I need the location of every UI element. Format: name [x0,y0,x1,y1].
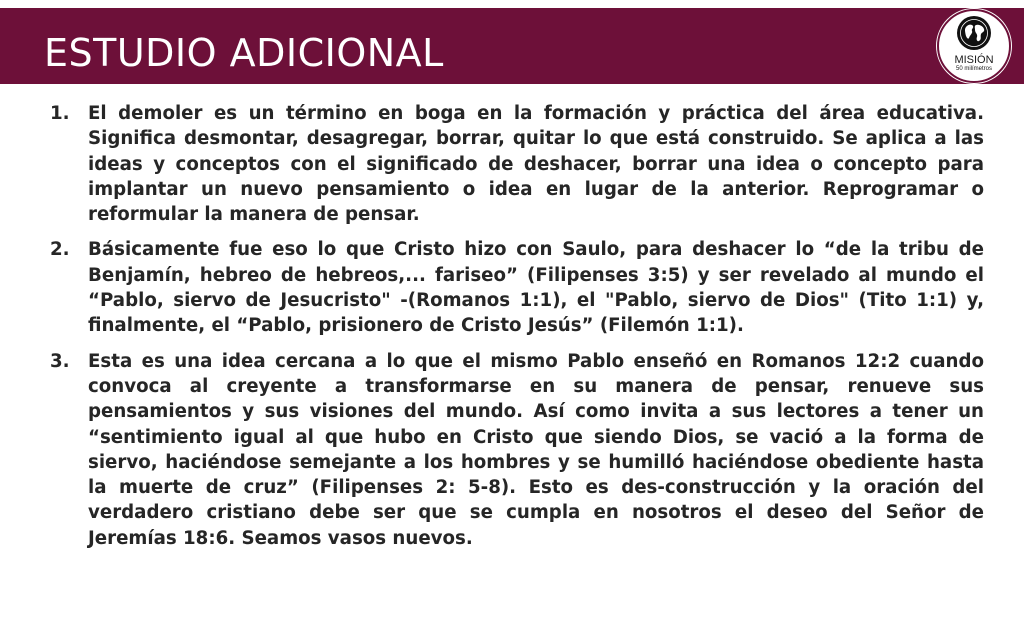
page-title: ESTUDIO ADICIONAL [44,31,444,75]
study-list [50,101,984,561]
list-item [50,237,984,338]
item-text: Esta es una idea cercana a lo que el mismo Pablo enseñó en Romanos 12:2 cuando convoca al creyente a transformarse en su manera de pensar, renueve sus pensamientos y sus visiones del mundo. Así como invita a sus lectores a tener un “sentimiento igual al que hubo en Cristo que siendo Dios, se vació a la forma de siervo, haciéndose semejante a los hombres y se humilló haciéndose obediente hasta la muerte de cruz” (Filipenses 2: 5-8). Esto es des-construcción y la oración del verdadero cristiano debe ser que se cumpla en nosotros el deseo del Señor de Jeremías 18:6. Seamos vasos nuevos. [88,350,984,549]
globe-icon [956,15,992,51]
list-item [50,349,984,551]
header-bar [0,8,1024,84]
item-text: El demoler es un término en boga en la formación y práctica del área educativa. Significa desmontar, desagregar, borrar, quitar lo que está construido. Se aplica a las ideas y conceptos con el significado de deshacer, borrar una idea o concepto para implantar un nuevo pensamiento o idea en lugar de la anterior. Reprogramar o reformular la manera de pensar. [88,103,984,226]
item-text: Básicamente fue eso lo que Cristo hizo con Saulo, para deshacer lo “de la tribu de Benjamín, hebreo de hebreos,... fariseo” (Filipenses 3:5) y ser revelado al mundo el “Pablo, siervo de Jesucristo" -(Romanos 1:1), el "Pablo, siervo de Dios" (Tito 1:1) y, finalmente, el “Pablo, prisionero de Cristo Jesús” (Filemón 1:1). [88,239,984,337]
item-number: 3. [50,350,70,372]
item-number: 1. [50,103,70,124]
list-item [50,101,984,227]
logo-name: MISIÓN [954,54,994,66]
item-number: 2. [50,239,70,261]
mision-logo [937,9,1011,83]
logo-subtitle: 50 milímetros [955,66,992,72]
